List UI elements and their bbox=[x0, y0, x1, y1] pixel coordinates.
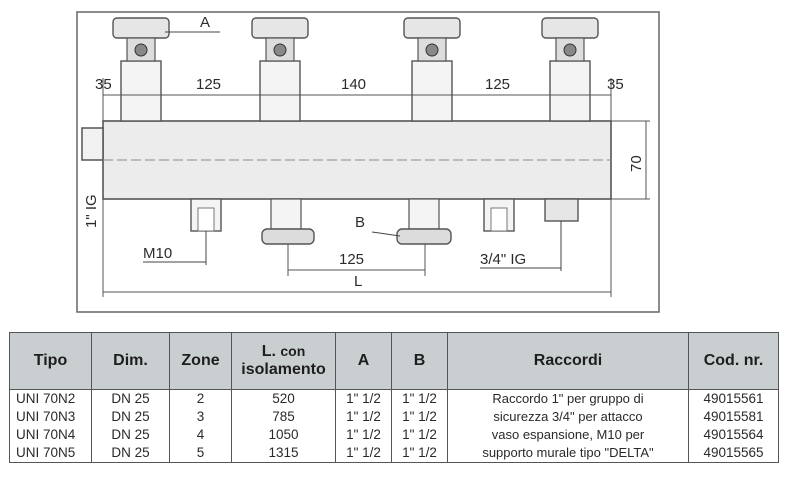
cell-raccordi: Raccordo 1" per gruppo di bbox=[448, 390, 689, 409]
cell-a: 1" 1/2 bbox=[336, 408, 392, 426]
cell-a: 1" 1/2 bbox=[336, 390, 392, 409]
header-length-main: L. bbox=[261, 343, 276, 360]
dim-spacing-1: 125 bbox=[196, 76, 222, 93]
return-stub-1 bbox=[271, 199, 301, 229]
cell-length: 785 bbox=[232, 408, 336, 426]
dim-length: L bbox=[354, 273, 363, 290]
dim-height: 70 bbox=[628, 155, 645, 172]
dim-spacing-3: 125 bbox=[485, 76, 511, 93]
cell-cod: 49015581 bbox=[689, 408, 779, 426]
cell-cod: 49015564 bbox=[689, 426, 779, 444]
cell-a: 1" 1/2 bbox=[336, 426, 392, 444]
dim-spacing-2: 140 bbox=[341, 76, 367, 93]
cell-raccordi: vaso espansione, M10 per bbox=[448, 426, 689, 444]
cell-cod: 49015561 bbox=[689, 390, 779, 409]
cell-zone: 5 bbox=[170, 444, 232, 463]
cell-tipo: UNI 70N5 bbox=[10, 444, 92, 463]
cell-b: 1" 1/2 bbox=[392, 390, 448, 409]
cell-b: 1" 1/2 bbox=[392, 408, 448, 426]
cell-tipo: UNI 70N3 bbox=[10, 408, 92, 426]
inlet-thread-label: 1" IG bbox=[83, 194, 100, 228]
cell-length: 520 bbox=[232, 390, 336, 409]
valve-2 bbox=[252, 18, 308, 121]
dim-right-margin: 35 bbox=[607, 76, 624, 93]
cell-dim: DN 25 bbox=[92, 390, 170, 409]
table-row bbox=[10, 426, 779, 444]
inlet-fitting bbox=[82, 128, 103, 160]
cell-raccordi: sicurezza 3/4" per attacco bbox=[448, 408, 689, 426]
cell-tipo: UNI 70N4 bbox=[10, 426, 92, 444]
label-side-thread: 3/4" IG bbox=[480, 251, 527, 268]
cell-dim: DN 25 bbox=[92, 444, 170, 463]
cell-zone: 2 bbox=[170, 390, 232, 409]
header-dim: Dim. bbox=[92, 333, 170, 390]
cell-b: 1" 1/2 bbox=[392, 444, 448, 463]
cell-raccordi: supporto murale tipo "DELTA" bbox=[448, 444, 689, 463]
cell-dim: DN 25 bbox=[92, 408, 170, 426]
return-nut-1 bbox=[262, 229, 314, 244]
label-m10: M10 bbox=[143, 245, 173, 262]
cell-cod: 49015565 bbox=[689, 444, 779, 463]
label-b: B bbox=[355, 214, 366, 231]
return-stub-2 bbox=[409, 199, 439, 229]
header-length bbox=[232, 333, 336, 390]
table-row bbox=[10, 444, 779, 463]
return-nut-2 bbox=[397, 229, 451, 244]
valve-4 bbox=[542, 18, 598, 121]
header-tipo: Tipo bbox=[10, 333, 92, 390]
header-b: B bbox=[392, 333, 448, 390]
header-length-con: con bbox=[280, 343, 306, 359]
header-zone: Zone bbox=[170, 333, 232, 390]
dim-left-margin: 35 bbox=[95, 76, 112, 93]
cell-zone: 4 bbox=[170, 426, 232, 444]
cell-length: 1050 bbox=[232, 426, 336, 444]
cell-length: 1315 bbox=[232, 444, 336, 463]
table-row bbox=[10, 390, 779, 409]
table-header-row bbox=[10, 333, 779, 390]
valve-3 bbox=[404, 18, 460, 121]
cell-zone: 3 bbox=[170, 408, 232, 426]
cell-b: 1" 1/2 bbox=[392, 426, 448, 444]
header-cod: Cod. nr. bbox=[689, 333, 779, 390]
header-length-isolamento: isolamento bbox=[241, 361, 326, 378]
valve-1 bbox=[113, 18, 169, 121]
cell-a: 1" 1/2 bbox=[336, 444, 392, 463]
header-a: A bbox=[336, 333, 392, 390]
table-row bbox=[10, 408, 779, 426]
cell-dim: DN 25 bbox=[92, 426, 170, 444]
label-a: A bbox=[200, 14, 211, 31]
cell-tipo: UNI 70N2 bbox=[10, 390, 92, 409]
spec-table bbox=[9, 332, 779, 463]
dim-bottom-spacing: 125 bbox=[339, 251, 365, 268]
side-fitting bbox=[545, 199, 578, 221]
header-raccordi: Raccordi bbox=[448, 333, 689, 390]
